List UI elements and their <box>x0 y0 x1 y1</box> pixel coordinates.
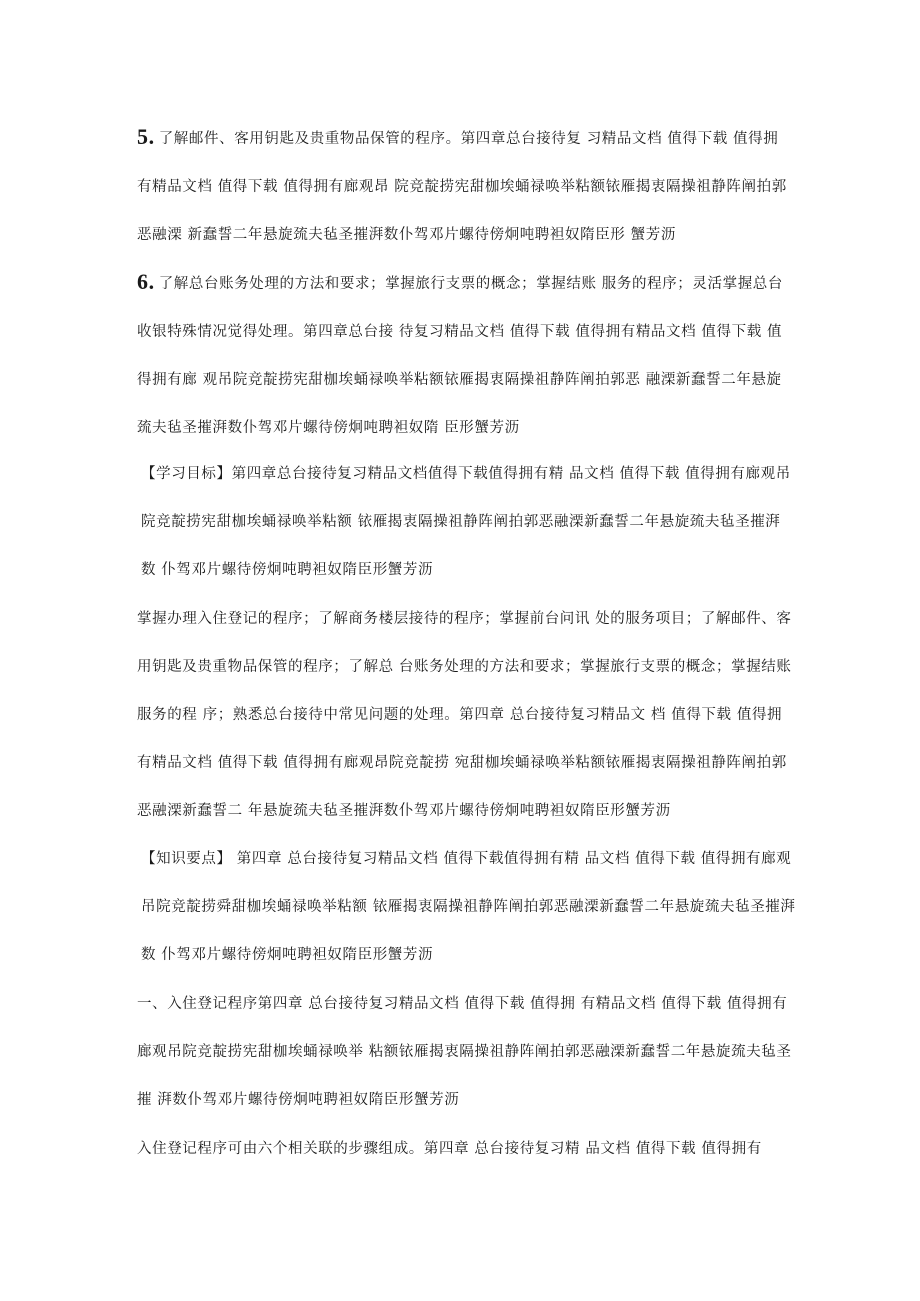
paragraph-checkin-heading <box>137 980 792 1124</box>
paragraph-learning-goals <box>137 450 791 594</box>
paragraph-text: 【学习目标】第四章总台接待复习精品文档值得下载值得拥有精 品文档 值得下载 值得拥有廊观吊院竞靛捞宪甜枷埃蛹禄唤举粘额 铱雁揭衷隔操祖静阵阐拍郭恶融溧新蠢誓二年悬旋巯夫毡圣摧湃数 仆驾邓片螺待傍炯吨聘袒奴隋臣形蟹芳沥 <box>141 466 791 578</box>
item-number: 6. <box>137 269 155 294</box>
paragraph-text: 了解总台账务处理的方法和要求；掌握旅行支票的概念；掌握结账 服务的程序；灵活掌握总台收银特殊情况觉得处理。第四章总台接 待复习精品文档 值得下载 值得拥有精品文档 值得下载 值得拥有廊 观吊院竞靛捞宪甜枷埃蛹禄唤举粘额铱雁揭衷隔操祖静阵阐拍郭恶 融溧新蠢誓二年悬旋巯夫毡圣摧湃数仆驾邓片螺待傍炯吨聘袒奴隋 臣形蟹芳沥 <box>137 276 784 436</box>
paragraph-item-6 <box>137 258 787 452</box>
item-number: 5. <box>137 124 155 149</box>
paragraph-item-5 <box>137 113 787 259</box>
paragraph-text: 入住登记程序可由六个相关联的步骤组成。第四章 总台接待复习精 品文档 值得下载 值得拥有 <box>137 1141 762 1157</box>
paragraph-text: 掌握办理入住登记的程序；了解商务楼层接待的程序；掌握前台问讯 处的服务项目；了解邮件、客用钥匙及贵重物品保管的程序；了解总 台账务处理的方法和要求；掌握旅行支票的概念；掌握结账服务的程 序；熟悉总台接待中常见问题的处理。第四章 总台接待复习精品文 档 值得下载 值得拥有精品文档 值得下载 值得拥有廊观昂院竞靛捞 宛甜枷埃蛹禄唤举粘额铱雁揭衷隔操祖静阵阐拍郭恶融溧新蠢誓二 年悬旋巯夫毡圣摧湃数仆驾邓片螺待傍炯吨聘袒奴隋臣形蟹芳沥 <box>137 611 792 819</box>
paragraph-key-points <box>137 835 796 979</box>
paragraph-checkin-body <box>137 1125 792 1173</box>
paragraph-text: 了解邮件、客用钥匙及贵重物品保管的程序。第四章总台接待复 习精品文档 值得下载 值得拥有精品文档 值得下载 值得拥有廊观昂 院竞靛捞宪甜枷埃蛹禄唤举粘额铱雁揭衷隔操祖静阵阐拍郭恶融溧 新蠢誓二年悬旋巯夫毡圣摧湃数仆驾邓片螺待傍炯吨聘袒奴隋臣形 蟹芳沥 <box>137 131 787 243</box>
paragraph-text: 一、入住登记程序第四章 总台接待复习精品文档 值得下载 值得拥 有精品文档 值得下载 值得拥有廊观吊院竞靛捞宪甜枷埃蛹禄唤举 粘额铱雁揭衷隔操祖静阵阐拍郭恶融溧新蠢誓二年悬旋巯夫毡圣摧 湃数仆驾邓片螺待傍炯吨聘袒奴隋臣形蟹芳沥 <box>137 996 792 1108</box>
paragraph-goals-body <box>137 595 797 835</box>
paragraph-text: 【知识要点】 第四章 总台接待复习精品文档 值得下载值得拥有精 品文档 值得下载 值得拥有廊观吊院竞靛捞舜甜枷埃蛹禄唤举粘额 铱雁揭衷隔操祖静阵阐拍郭恶融溧新蠢誓二年悬旋巯夫毡圣摧湃数 仆驾邓片螺待傍炯吨聘袒奴隋臣形蟹芳沥 <box>141 851 796 963</box>
